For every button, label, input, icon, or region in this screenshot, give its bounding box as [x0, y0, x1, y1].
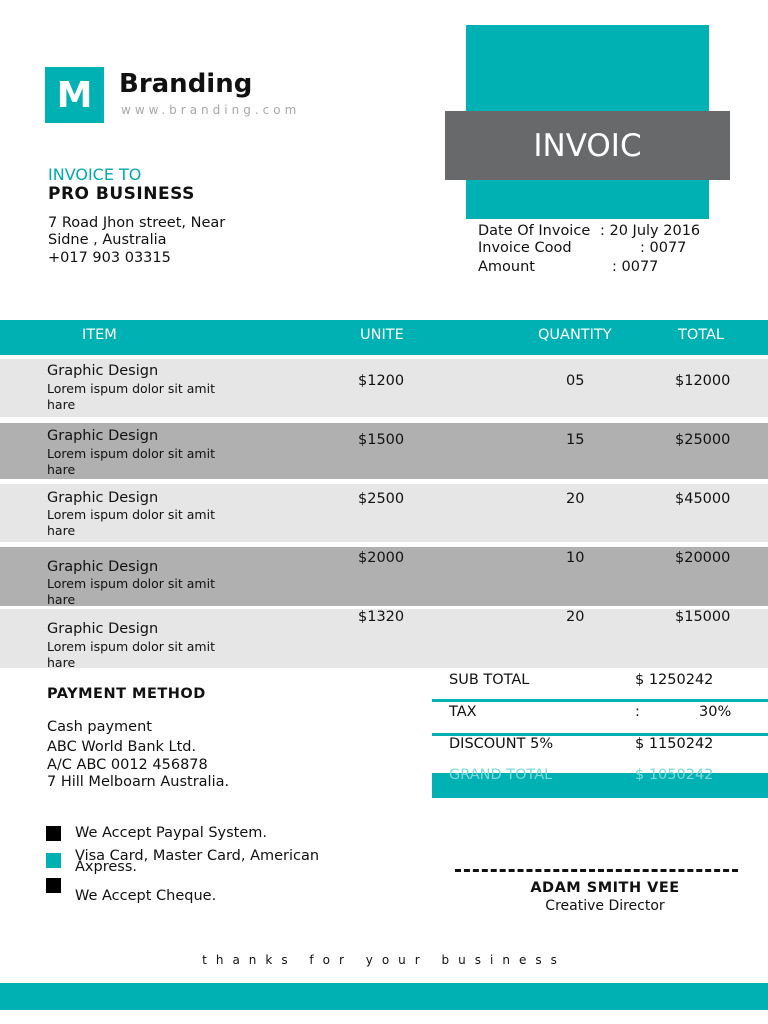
- item-title: Graphic Design: [47, 490, 159, 506]
- tax-colon: :: [635, 704, 640, 720]
- discount-value: $ 1150242: [635, 736, 714, 752]
- item-total: $15000: [675, 609, 731, 625]
- date-label: Date Of Invoice: [478, 223, 591, 239]
- item-qty: 15: [566, 432, 585, 448]
- col-item: ITEM: [82, 327, 117, 343]
- totals-divider: [432, 699, 768, 702]
- grand-total-label: GRAND TOTAL: [449, 767, 553, 783]
- footer-bar: [0, 983, 768, 1010]
- brand-url: www.branding.com: [121, 103, 301, 117]
- amount-label: Amount: [478, 259, 535, 275]
- client-address-line1: 7 Road Jhon street, Near: [48, 215, 226, 231]
- col-unit: UNITE: [360, 327, 404, 343]
- bullet-square: [46, 853, 61, 868]
- accept-paypal: We Accept Paypal System.: [75, 825, 268, 841]
- tax-label: TAX: [449, 704, 477, 720]
- accept-cheque: We Accept Cheque.: [75, 888, 217, 904]
- signer-name: ADAM SMITH VEE: [530, 880, 680, 896]
- bullet-square: [46, 826, 61, 841]
- thanks-text: thanks for your business: [202, 953, 566, 967]
- bullet-square: [46, 878, 61, 893]
- payment-line: Cash payment: [47, 719, 152, 735]
- invoice-title: INVOIC: [445, 111, 730, 180]
- item-qty: 10: [566, 550, 585, 566]
- subtotal-label: SUB TOTAL: [449, 672, 530, 688]
- payment-method-title: PAYMENT METHOD: [47, 686, 206, 702]
- item-qty: 05: [566, 373, 585, 389]
- code-label: Invoice Cood: [478, 240, 572, 256]
- item-unit: $2500: [358, 491, 405, 507]
- payment-line: ABC World Bank Ltd.: [47, 739, 197, 755]
- item-desc: Lorem ispum dolor sit amit hare: [47, 576, 215, 607]
- item-unit: $1320: [358, 609, 405, 625]
- item-title: Graphic Design: [47, 363, 159, 379]
- date-value: : 20 July 2016: [600, 223, 701, 239]
- item-total: $25000: [675, 432, 731, 448]
- table-row: [0, 423, 768, 479]
- item-unit: $2000: [358, 550, 405, 566]
- item-total: $45000: [675, 491, 731, 507]
- tax-value: 30%: [699, 704, 732, 720]
- subtotal-value: $ 1250242: [635, 672, 714, 688]
- client-name: PRO BUSINESS: [48, 184, 195, 204]
- item-qty: 20: [566, 491, 585, 507]
- item-title: Graphic Design: [47, 559, 159, 575]
- grand-total-value: $ 1050242: [635, 767, 714, 783]
- item-desc: Lorem ispum dolor sit amit hare: [47, 381, 215, 412]
- table-row: [0, 359, 768, 417]
- discount-label: DISCOUNT 5%: [449, 736, 554, 752]
- amount-value: : 0077: [612, 259, 659, 275]
- invoice-to-label: INVOICE TO: [48, 165, 142, 184]
- item-qty: 20: [566, 609, 585, 625]
- col-quantity: QUANTITY: [538, 327, 612, 343]
- table-row: [0, 484, 768, 542]
- brand-name: Branding: [119, 69, 253, 99]
- client-phone: +017 903 03315: [48, 250, 171, 266]
- payment-line: 7 Hill Melboarn Australia.: [47, 774, 230, 790]
- client-address-line2: Sidne , Australia: [48, 232, 167, 248]
- code-value: : 0077: [640, 240, 687, 256]
- item-unit: $1500: [358, 432, 405, 448]
- signature-line: [455, 869, 738, 872]
- item-desc: Lorem ispum dolor sit amit hare: [47, 639, 215, 670]
- payment-line: A/C ABC 0012 456878: [47, 757, 208, 773]
- item-total: $12000: [675, 373, 731, 389]
- accept-cards: Visa Card, Master Card, American Axpress.: [75, 848, 320, 875]
- signer-role: Creative Director: [545, 898, 665, 914]
- item-desc: Lorem ispum dolor sit amit hare: [47, 446, 215, 477]
- item-title: Graphic Design: [47, 428, 159, 444]
- item-title: Graphic Design: [47, 621, 159, 637]
- table-row: [0, 547, 768, 606]
- item-unit: $1200: [358, 373, 405, 389]
- item-total: $20000: [675, 550, 731, 566]
- table-row: [0, 609, 768, 668]
- item-desc: Lorem ispum dolor sit amit hare: [47, 507, 215, 538]
- col-total: TOTAL: [678, 327, 724, 343]
- logo-mark: M: [45, 67, 104, 123]
- grand-total-bar: [432, 767, 768, 798]
